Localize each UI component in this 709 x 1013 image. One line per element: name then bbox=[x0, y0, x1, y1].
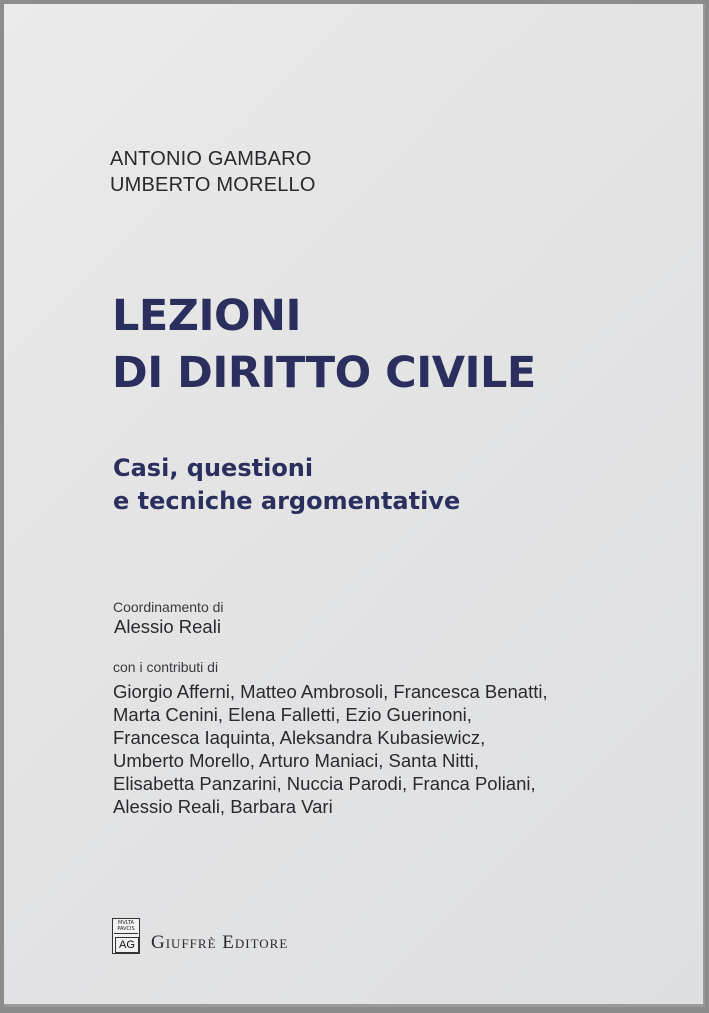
contributors-line: Umberto Morello, Arturo Maniaci, Santa Nitti, bbox=[113, 750, 480, 771]
subtitle-line: e tecniche argomentative bbox=[113, 487, 461, 515]
contributors-line: Marta Cenini, Elena Falletti, Ezio Guerinoni, bbox=[113, 704, 472, 725]
title-line: LEZIONI bbox=[112, 291, 301, 341]
publisher-name: Giuffrè Editore bbox=[151, 932, 289, 953]
contributors-line: Giorgio Afferni, Matteo Ambrosoli, Francesca Benatti, bbox=[113, 681, 548, 702]
logo-initials: AG bbox=[115, 937, 139, 953]
contributors-line: Francesca Iaquinta, Aleksandra Kubasiewicz, bbox=[113, 727, 486, 748]
subtitle-line: Casi, questioni bbox=[113, 454, 314, 482]
logo-motto: MVLTA PAVCIS bbox=[114, 920, 138, 934]
contributors-line: Elisabetta Panzarini, Nuccia Parodi, Franca Poliani, bbox=[113, 773, 536, 794]
author-name: UMBERTO MORELLO bbox=[110, 174, 316, 196]
author-name: ANTONIO GAMBARO bbox=[110, 148, 312, 170]
contributors-list bbox=[113, 680, 548, 818]
coordination-label: Coordinamento di bbox=[113, 599, 224, 615]
authors bbox=[110, 146, 316, 198]
book-title bbox=[112, 288, 536, 402]
book-cover bbox=[4, 4, 705, 1007]
book-subtitle bbox=[113, 452, 460, 518]
publisher-logo bbox=[112, 918, 140, 954]
title-line: DI DIRITTO CIVILE bbox=[112, 348, 536, 398]
contributors-line: Alessio Reali, Barbara Vari bbox=[113, 796, 333, 817]
contributions-label: con i contributi di bbox=[113, 659, 219, 675]
coordinator-name: Alessio Reali bbox=[114, 616, 221, 637]
